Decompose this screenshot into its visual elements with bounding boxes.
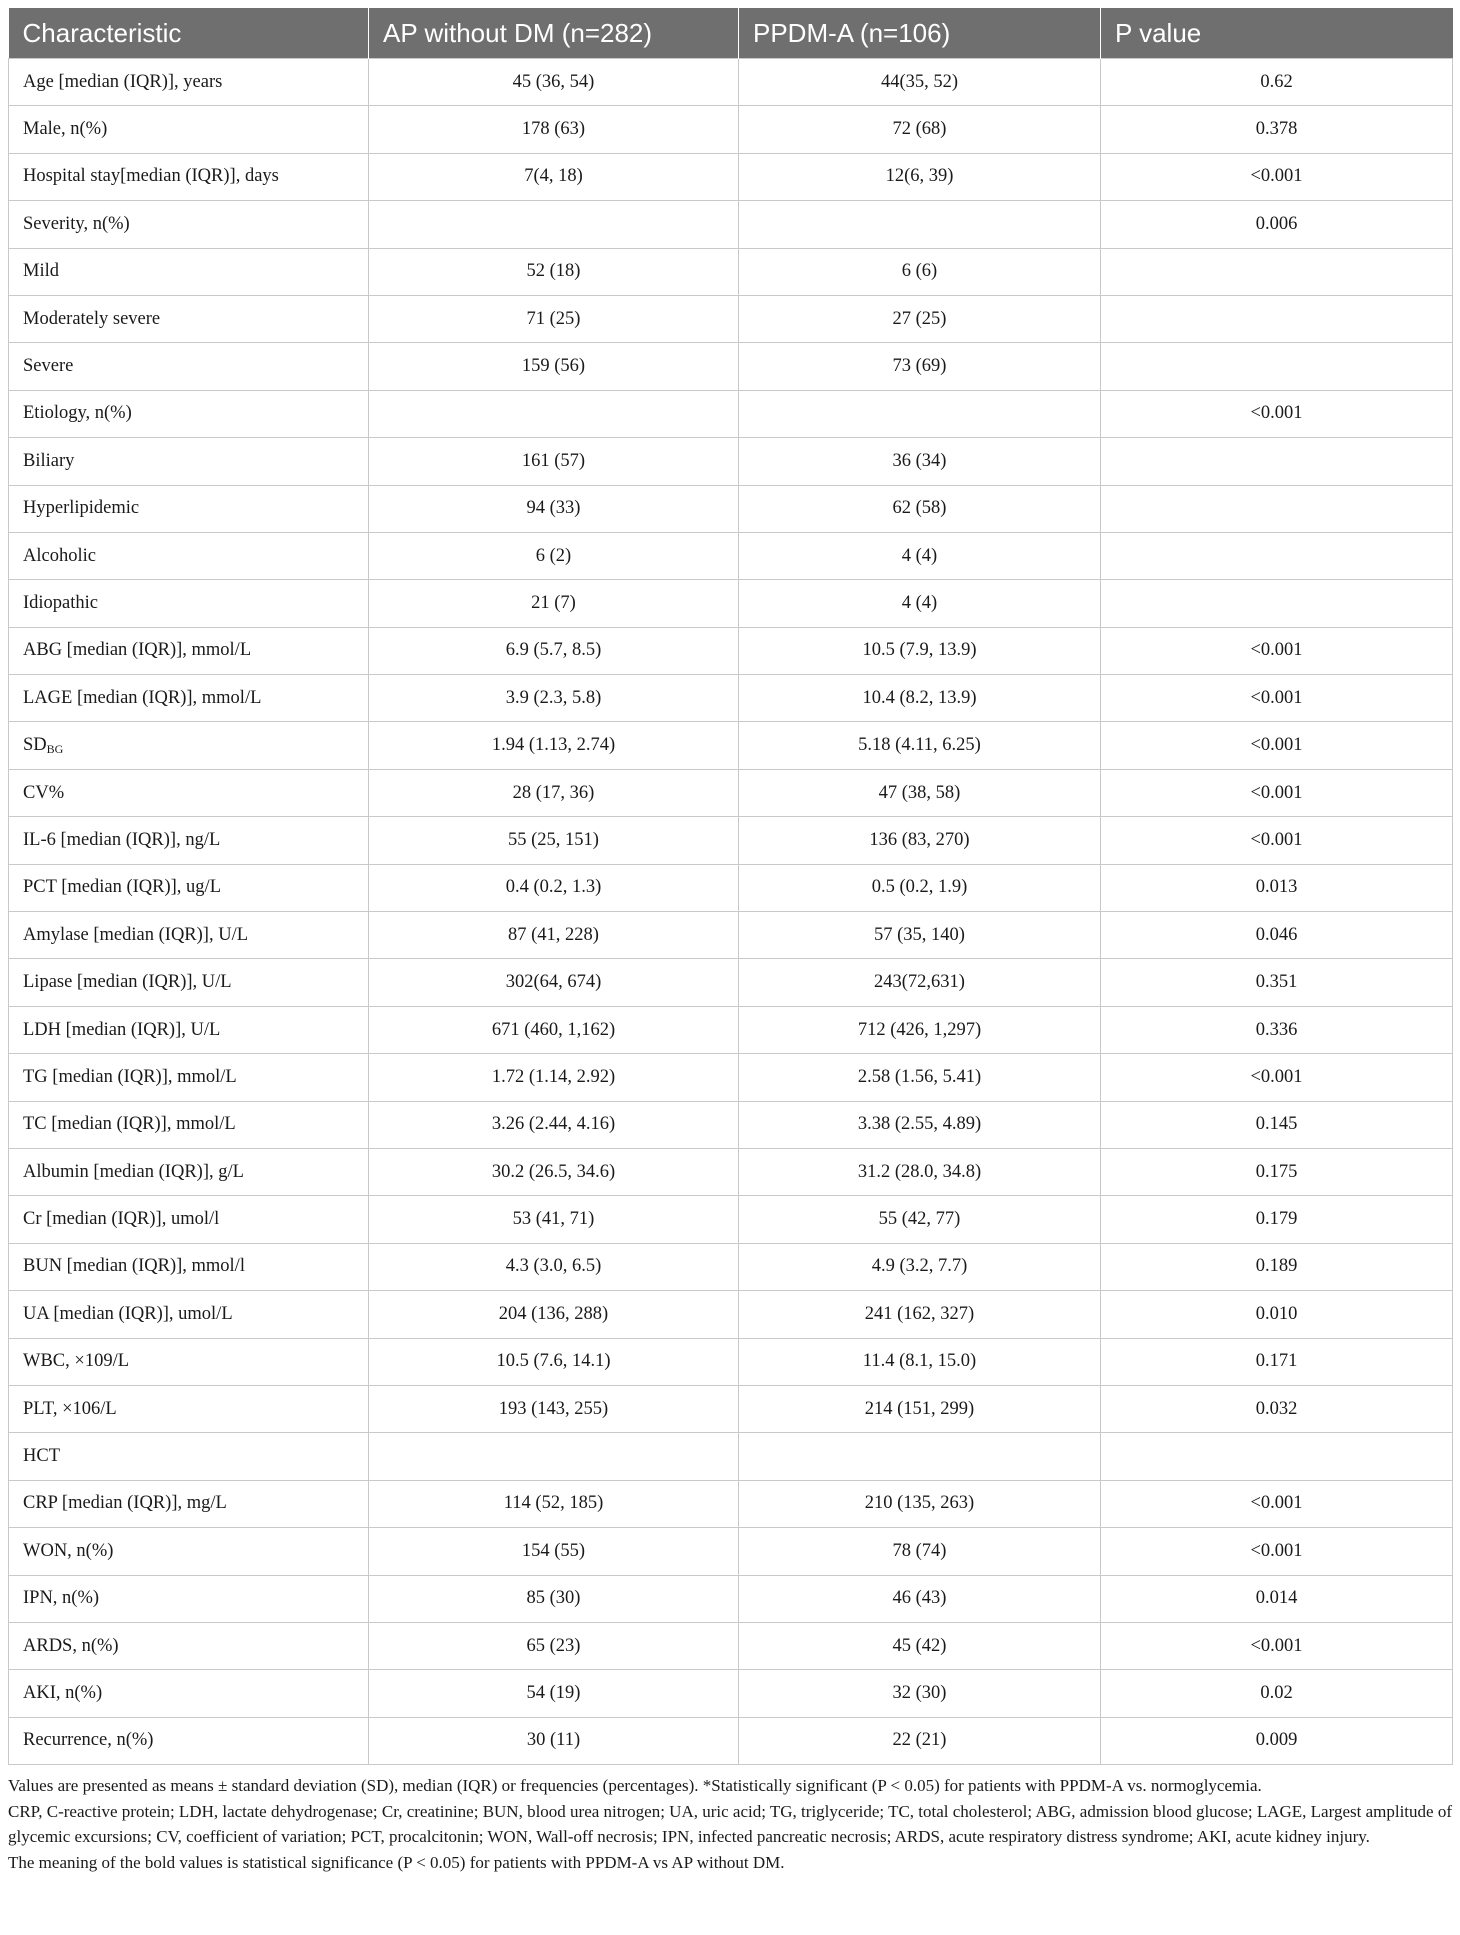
row-label-text: IL-6 [median (IQR)], ng/L <box>23 829 221 850</box>
cell-ppdm-a: 6 (6) <box>739 248 1101 295</box>
row-label-text: Hyperlipidemic <box>23 498 140 519</box>
cell-ap-without-dm: 30 (11) <box>369 1717 739 1764</box>
row-label-text: WON, n(%) <box>23 1540 114 1561</box>
cell-ap-without-dm: 52 (18) <box>369 248 739 295</box>
row-label <box>9 817 369 864</box>
table-row <box>9 248 1453 295</box>
row-label <box>9 106 369 153</box>
table-container <box>8 8 1452 1875</box>
row-label-text: ARDS, n(%) <box>23 1635 119 1656</box>
cell-p-value: 0.189 <box>1101 1243 1453 1290</box>
cell-ppdm-a: 57 (35, 140) <box>739 912 1101 959</box>
row-label-text: Severe <box>23 356 74 377</box>
row-label <box>9 580 369 627</box>
row-label-text: CV% <box>23 782 65 803</box>
table-row <box>9 1243 1453 1290</box>
row-label-text: Moderately severe <box>23 308 161 329</box>
row-label-text: AKI, n(%) <box>23 1682 103 1703</box>
cell-ppdm-a: 46 (43) <box>739 1575 1101 1622</box>
row-label-text: LAGE [median (IQR)], mmol/L <box>23 687 262 708</box>
cell-ppdm-a: 4 (4) <box>739 580 1101 627</box>
row-label-text: BUN [median (IQR)], mmol/l <box>23 1256 245 1277</box>
cell-ppdm-a: 72 (68) <box>739 106 1101 153</box>
cell-p-value: 0.336 <box>1101 1006 1453 1053</box>
cell-ap-without-dm: 45 (36, 54) <box>369 59 739 106</box>
row-label <box>9 769 369 816</box>
footnote: CRP, C-reactive protein; LDH, lactate dehydrogenase; Cr, creatinine; BUN, blood urea nitrogen; UA, uric acid; TG, triglyceride; TC, total cholesterol; ABG, admission blood glucose; LAGE, Largest amplitude of glycemic excursions; CV, coefficient of variation; PCT, procalcitonin; WON, Wall-off necrosis; IPN, infected pancreatic necrosis; ARDS, acute respiratory distress syndrome; AKI, acute kidney injury. <box>8 1801 1452 1847</box>
table-row <box>9 580 1453 627</box>
cell-p-value: <0.001 <box>1101 817 1453 864</box>
row-label <box>9 532 369 579</box>
cell-ap-without-dm: 28 (17, 36) <box>369 769 739 816</box>
row-label-text: Idiopathic <box>23 592 99 613</box>
row-label <box>9 248 369 295</box>
cell-ap-without-dm: 154 (55) <box>369 1528 739 1575</box>
cell-p-value: <0.001 <box>1101 1622 1453 1669</box>
cell-ppdm-a: 5.18 (4.11, 6.25) <box>739 722 1101 769</box>
row-label <box>9 722 369 769</box>
row-label-text: Cr [median (IQR)], umol/l <box>23 1209 220 1230</box>
header-p-value: P value <box>1101 8 1453 59</box>
row-label-text: Age [median (IQR)], years <box>23 71 223 92</box>
cell-p-value <box>1101 438 1453 485</box>
row-label <box>9 1480 369 1527</box>
cell-ap-without-dm: 6 (2) <box>369 532 739 579</box>
row-label <box>9 153 369 200</box>
row-label <box>9 390 369 437</box>
table-row <box>9 1148 1453 1195</box>
table-row <box>9 1670 1453 1717</box>
cell-p-value: <0.001 <box>1101 153 1453 200</box>
table-header <box>9 8 1453 59</box>
cell-ppdm-a: 4 (4) <box>739 532 1101 579</box>
cell-ppdm-a: 36 (34) <box>739 438 1101 485</box>
table-row <box>9 912 1453 959</box>
cell-p-value: <0.001 <box>1101 769 1453 816</box>
table-row <box>9 1528 1453 1575</box>
row-label-text: Biliary <box>23 450 75 471</box>
cell-ap-without-dm <box>369 1433 739 1480</box>
row-label-text: IPN, n(%) <box>23 1588 100 1609</box>
cell-p-value: 0.62 <box>1101 59 1453 106</box>
row-label <box>9 59 369 106</box>
table-row <box>9 532 1453 579</box>
row-label-text: TG [median (IQR)], mmol/L <box>23 1066 237 1087</box>
table-row <box>9 1196 1453 1243</box>
row-label <box>9 295 369 342</box>
row-label-text: PLT, ×106/L <box>23 1398 117 1419</box>
footnote: Values are presented as means ± standard deviation (SD), median (IQR) or frequencies (percentages). *Statistically significant (P < 0.05) for patients with PPDM-A vs. normoglycemia. <box>8 1776 1262 1796</box>
cell-ap-without-dm: 3.9 (2.3, 5.8) <box>369 675 739 722</box>
cell-p-value: <0.001 <box>1101 627 1453 674</box>
row-label <box>9 1243 369 1290</box>
cell-p-value <box>1101 532 1453 579</box>
table-body <box>9 59 1453 1765</box>
table-row <box>9 1101 1453 1148</box>
cell-ap-without-dm: 161 (57) <box>369 438 739 485</box>
table-row <box>9 1717 1453 1764</box>
row-label <box>9 438 369 485</box>
cell-p-value: 0.010 <box>1101 1291 1453 1338</box>
cell-ppdm-a: 241 (162, 327) <box>739 1291 1101 1338</box>
cell-ap-without-dm <box>369 201 739 248</box>
cell-ap-without-dm: 4.3 (3.0, 6.5) <box>369 1243 739 1290</box>
cell-p-value: 0.378 <box>1101 106 1453 153</box>
row-label <box>9 485 369 532</box>
table-row <box>9 1338 1453 1385</box>
row-label-text: PCT [median (IQR)], ug/L <box>23 877 221 898</box>
row-label-text: TC [median (IQR)], mmol/L <box>23 1114 236 1135</box>
cell-p-value <box>1101 580 1453 627</box>
cell-ap-without-dm: 87 (41, 228) <box>369 912 739 959</box>
row-label-text: Severity, n(%) <box>23 213 130 234</box>
table-row <box>9 864 1453 911</box>
row-label <box>9 1196 369 1243</box>
row-label-text: Hospital stay[median (IQR)], days <box>23 166 279 187</box>
cell-ppdm-a: 31.2 (28.0, 34.8) <box>739 1148 1101 1195</box>
cell-ap-without-dm: 0.4 (0.2, 1.3) <box>369 864 739 911</box>
header-row <box>9 8 1453 59</box>
cell-ap-without-dm: 1.94 (1.13, 2.74) <box>369 722 739 769</box>
cell-p-value: <0.001 <box>1101 1054 1453 1101</box>
cell-p-value: <0.001 <box>1101 722 1453 769</box>
cell-p-value: 0.014 <box>1101 1575 1453 1622</box>
cell-p-value <box>1101 343 1453 390</box>
cell-ppdm-a: 73 (69) <box>739 343 1101 390</box>
header-ap-without-dm: AP without DM (n=282) <box>369 8 739 59</box>
cell-ap-without-dm: 71 (25) <box>369 295 739 342</box>
cell-ap-without-dm: 6.9 (5.7, 8.5) <box>369 627 739 674</box>
cell-p-value: 0.179 <box>1101 1196 1453 1243</box>
cell-ap-without-dm: 204 (136, 288) <box>369 1291 739 1338</box>
row-label-subscript: BG <box>46 741 64 756</box>
cell-p-value: 0.046 <box>1101 912 1453 959</box>
row-label <box>9 912 369 959</box>
row-label <box>9 1575 369 1622</box>
cell-ppdm-a: 78 (74) <box>739 1528 1101 1575</box>
cell-p-value: 0.02 <box>1101 1670 1453 1717</box>
cell-ppdm-a: 62 (58) <box>739 485 1101 532</box>
row-label-text: HCT <box>23 1446 60 1467</box>
cell-p-value: 0.175 <box>1101 1148 1453 1195</box>
cell-ppdm-a: 2.58 (1.56, 5.41) <box>739 1054 1101 1101</box>
cell-ap-without-dm: 65 (23) <box>369 1622 739 1669</box>
table-row <box>9 343 1453 390</box>
table-row <box>9 722 1453 769</box>
cell-ap-without-dm: 302(64, 674) <box>369 959 739 1006</box>
row-label <box>9 1717 369 1764</box>
cell-ppdm-a: 712 (426, 1,297) <box>739 1006 1101 1053</box>
cell-ap-without-dm: 94 (33) <box>369 485 739 532</box>
row-label-text: Amylase [median (IQR)], U/L <box>23 924 249 945</box>
table-row <box>9 390 1453 437</box>
row-label <box>9 864 369 911</box>
row-label-text: WBC, ×109/L <box>23 1351 130 1372</box>
cell-ap-without-dm <box>369 390 739 437</box>
cell-ppdm-a <box>739 201 1101 248</box>
cell-ap-without-dm: 193 (143, 255) <box>369 1385 739 1432</box>
footnote: The meaning of the bold values is statistical significance (P < 0.05) for patients with PPDM-A vs AP without DM. <box>8 1852 785 1872</box>
cell-ap-without-dm: 7(4, 18) <box>369 153 739 200</box>
table-row <box>9 438 1453 485</box>
row-label-text: SD <box>23 734 47 755</box>
cell-ppdm-a: 243(72,631) <box>739 959 1101 1006</box>
row-label <box>9 675 369 722</box>
cell-ap-without-dm: 1.72 (1.14, 2.92) <box>369 1054 739 1101</box>
cell-ppdm-a: 45 (42) <box>739 1622 1101 1669</box>
cell-p-value: 0.145 <box>1101 1101 1453 1148</box>
cell-ap-without-dm: 53 (41, 71) <box>369 1196 739 1243</box>
cell-ppdm-a: 10.4 (8.2, 13.9) <box>739 675 1101 722</box>
row-label-text: Alcoholic <box>23 545 96 566</box>
row-label <box>9 1670 369 1717</box>
row-label-text: Albumin [median (IQR)], g/L <box>23 1161 244 1182</box>
cell-p-value <box>1101 1433 1453 1480</box>
cell-p-value: 0.171 <box>1101 1338 1453 1385</box>
table-row <box>9 201 1453 248</box>
cell-p-value: <0.001 <box>1101 675 1453 722</box>
cell-ppdm-a: 11.4 (8.1, 15.0) <box>739 1338 1101 1385</box>
cell-ppdm-a: 27 (25) <box>739 295 1101 342</box>
cell-ppdm-a: 4.9 (3.2, 7.7) <box>739 1243 1101 1290</box>
cell-ppdm-a: 55 (42, 77) <box>739 1196 1101 1243</box>
table-row <box>9 1575 1453 1622</box>
table-row <box>9 485 1453 532</box>
row-label <box>9 1101 369 1148</box>
cell-ap-without-dm: 54 (19) <box>369 1670 739 1717</box>
row-label <box>9 1291 369 1338</box>
table-row <box>9 295 1453 342</box>
table-row <box>9 1385 1453 1432</box>
row-label-text: Male, n(%) <box>23 119 108 140</box>
cell-ap-without-dm: 159 (56) <box>369 343 739 390</box>
cell-ap-without-dm: 85 (30) <box>369 1575 739 1622</box>
cell-p-value: <0.001 <box>1101 1480 1453 1527</box>
cell-ppdm-a: 10.5 (7.9, 13.9) <box>739 627 1101 674</box>
cell-ap-without-dm: 21 (7) <box>369 580 739 627</box>
cell-ap-without-dm: 114 (52, 185) <box>369 1480 739 1527</box>
header-characteristic: Characteristic <box>9 8 369 59</box>
cell-p-value: 0.006 <box>1101 201 1453 248</box>
table-row <box>9 1622 1453 1669</box>
row-label-text: Etiology, n(%) <box>23 403 132 424</box>
row-label <box>9 1054 369 1101</box>
cell-p-value <box>1101 295 1453 342</box>
table-row <box>9 1433 1453 1480</box>
row-label <box>9 1385 369 1432</box>
cell-p-value: 0.032 <box>1101 1385 1453 1432</box>
row-label-text: CRP [median (IQR)], mg/L <box>23 1493 227 1514</box>
row-label <box>9 627 369 674</box>
cell-p-value: <0.001 <box>1101 1528 1453 1575</box>
cell-ap-without-dm: 30.2 (26.5, 34.6) <box>369 1148 739 1195</box>
row-label-text: Lipase [median (IQR)], U/L <box>23 972 232 993</box>
row-label <box>9 1148 369 1195</box>
cell-ap-without-dm: 55 (25, 151) <box>369 817 739 864</box>
cell-p-value <box>1101 485 1453 532</box>
table-row <box>9 1006 1453 1053</box>
row-label <box>9 959 369 1006</box>
table-row <box>9 153 1453 200</box>
table-row <box>9 1054 1453 1101</box>
cell-ppdm-a: 22 (21) <box>739 1717 1101 1764</box>
characteristics-table <box>8 8 1453 1765</box>
row-label-text: UA [median (IQR)], umol/L <box>23 1303 233 1324</box>
cell-ap-without-dm: 671 (460, 1,162) <box>369 1006 739 1053</box>
row-label-text: Recurrence, n(%) <box>23 1730 154 1751</box>
row-label <box>9 1622 369 1669</box>
table-row <box>9 59 1453 106</box>
cell-ppdm-a: 136 (83, 270) <box>739 817 1101 864</box>
row-label <box>9 201 369 248</box>
cell-ppdm-a: 210 (135, 263) <box>739 1480 1101 1527</box>
table-row <box>9 1291 1453 1338</box>
cell-ap-without-dm: 10.5 (7.6, 14.1) <box>369 1338 739 1385</box>
table-row <box>9 769 1453 816</box>
row-label <box>9 1338 369 1385</box>
row-label-text: LDH [median (IQR)], U/L <box>23 1019 221 1040</box>
table-row <box>9 675 1453 722</box>
row-label <box>9 1006 369 1053</box>
row-label-text: Mild <box>23 261 59 282</box>
row-label-text: ABG [median (IQR)], mmol/L <box>23 640 252 661</box>
cell-p-value: 0.351 <box>1101 959 1453 1006</box>
cell-ppdm-a: 44(35, 52) <box>739 59 1101 106</box>
cell-ppdm-a: 0.5 (0.2, 1.9) <box>739 864 1101 911</box>
cell-ppdm-a: 47 (38, 58) <box>739 769 1101 816</box>
cell-ppdm-a: 32 (30) <box>739 1670 1101 1717</box>
table-row <box>9 1480 1453 1527</box>
header-ppdm-a: PPDM-A (n=106) <box>739 8 1101 59</box>
table-row <box>9 959 1453 1006</box>
cell-ap-without-dm: 3.26 (2.44, 4.16) <box>369 1101 739 1148</box>
cell-ppdm-a <box>739 1433 1101 1480</box>
cell-ppdm-a <box>739 390 1101 437</box>
cell-p-value <box>1101 248 1453 295</box>
row-label <box>9 343 369 390</box>
table-row <box>9 627 1453 674</box>
table-row <box>9 106 1453 153</box>
cell-p-value: 0.009 <box>1101 1717 1453 1764</box>
row-label <box>9 1433 369 1480</box>
cell-p-value: <0.001 <box>1101 390 1453 437</box>
cell-ppdm-a: 12(6, 39) <box>739 153 1101 200</box>
row-label <box>9 1528 369 1575</box>
table-footnotes <box>8 1773 1452 1875</box>
cell-p-value: 0.013 <box>1101 864 1453 911</box>
table-row <box>9 817 1453 864</box>
cell-ppdm-a: 3.38 (2.55, 4.89) <box>739 1101 1101 1148</box>
cell-ap-without-dm: 178 (63) <box>369 106 739 153</box>
cell-ppdm-a: 214 (151, 299) <box>739 1385 1101 1432</box>
